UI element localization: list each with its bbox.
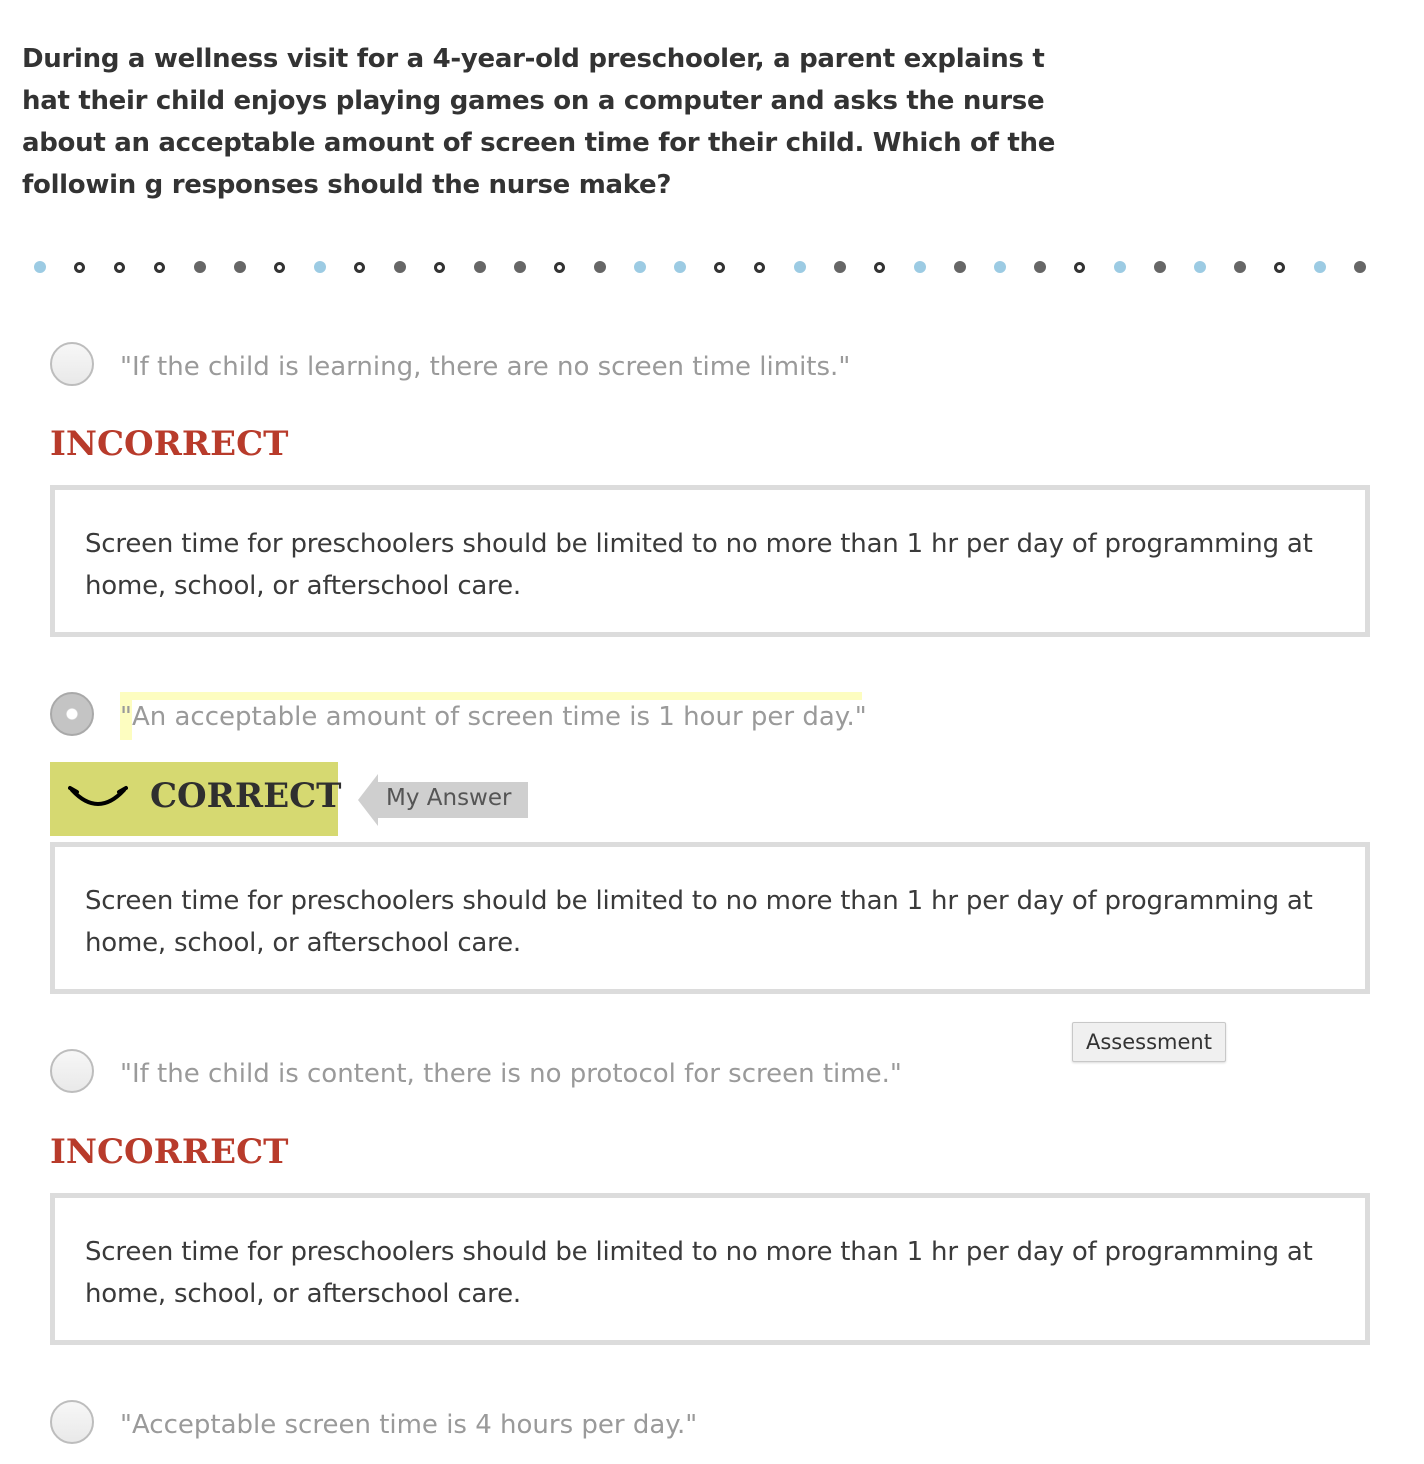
progress-dot	[274, 262, 285, 273]
progress-dot	[114, 262, 125, 273]
progress-dot	[594, 261, 606, 273]
correct-badge	[50, 762, 342, 836]
correct-label: CORRECT	[150, 776, 342, 816]
assessment-button[interactable]: Assessment	[1072, 1022, 1226, 1062]
progress-dot	[514, 261, 526, 273]
progress-dot	[1234, 261, 1246, 273]
question-text: During a wellness visit for a 4-year-old preschooler, a parent explains that their child enjoys playing games on a computer and asks the nurse about an acceptable amount of screen time for their child. Which of the followin g responses should the nurse make?	[22, 44, 1056, 200]
progress-dot	[394, 261, 406, 273]
option-2-rationale: Screen time for preschoolers should be limited to no more than 1 hr per day of programming at home, school, or afterschool care.	[50, 842, 1370, 994]
option-1-text[interactable]: "If the child is learning, there are no screen time limits."	[120, 352, 851, 382]
progress-dot	[994, 261, 1006, 273]
smile-icon	[68, 784, 128, 810]
progress-dot	[954, 261, 966, 273]
option-1-feedback-label: INCORRECT	[50, 424, 289, 464]
progress-dot	[834, 261, 846, 273]
progress-dot	[434, 262, 445, 273]
radio-option-4[interactable]	[50, 1400, 94, 1444]
text-highlight	[120, 692, 862, 700]
progress-dot	[554, 262, 565, 273]
progress-dot	[674, 261, 686, 273]
radio-option-1[interactable]	[50, 342, 94, 386]
progress-dot	[1114, 261, 1126, 273]
progress-dot	[914, 261, 926, 273]
radio-option-3[interactable]	[50, 1049, 94, 1093]
radio-option-2-selected[interactable]	[50, 692, 94, 736]
progress-dot	[194, 261, 206, 273]
progress-dot	[74, 262, 85, 273]
option-4-text[interactable]: "Acceptable screen time is 4 hours per day."	[120, 1410, 698, 1440]
progress-dot	[754, 262, 765, 273]
progress-dot	[1314, 261, 1326, 273]
progress-dot	[794, 261, 806, 273]
option-1-rationale: Screen time for preschoolers should be limited to no more than 1 hr per day of programming at home, school, or afterschool care.	[50, 485, 1370, 637]
my-answer-arrow-icon	[358, 774, 378, 826]
progress-dot	[354, 262, 365, 273]
progress-dot	[1354, 261, 1366, 273]
progress-dot	[1274, 262, 1285, 273]
my-answer-label: My Answer	[386, 785, 512, 811]
option-3-rationale: Screen time for preschoolers should be limited to no more than 1 hr per day of programming at home, school, or afterschool care.	[50, 1193, 1370, 1345]
progress-dot	[314, 261, 326, 273]
progress-dot	[714, 262, 725, 273]
progress-dot	[474, 261, 486, 273]
my-answer-tag	[358, 774, 528, 826]
progress-dot	[874, 262, 885, 273]
progress-dot	[1194, 261, 1206, 273]
progress-dot	[234, 261, 246, 273]
progress-dot	[1154, 261, 1166, 273]
progress-dot	[1034, 261, 1046, 273]
option-2-text[interactable]: "An acceptable amount of screen time is 1 hour per day."	[120, 702, 867, 732]
progress-dot	[1074, 262, 1085, 273]
question-progress-dots	[34, 261, 1414, 275]
option-3-feedback-label: INCORRECT	[50, 1132, 289, 1172]
progress-dot	[634, 261, 646, 273]
progress-dot	[34, 261, 46, 273]
progress-dot	[154, 262, 165, 273]
option-3-text[interactable]: "If the child is content, there is no protocol for screen time."	[120, 1059, 902, 1089]
